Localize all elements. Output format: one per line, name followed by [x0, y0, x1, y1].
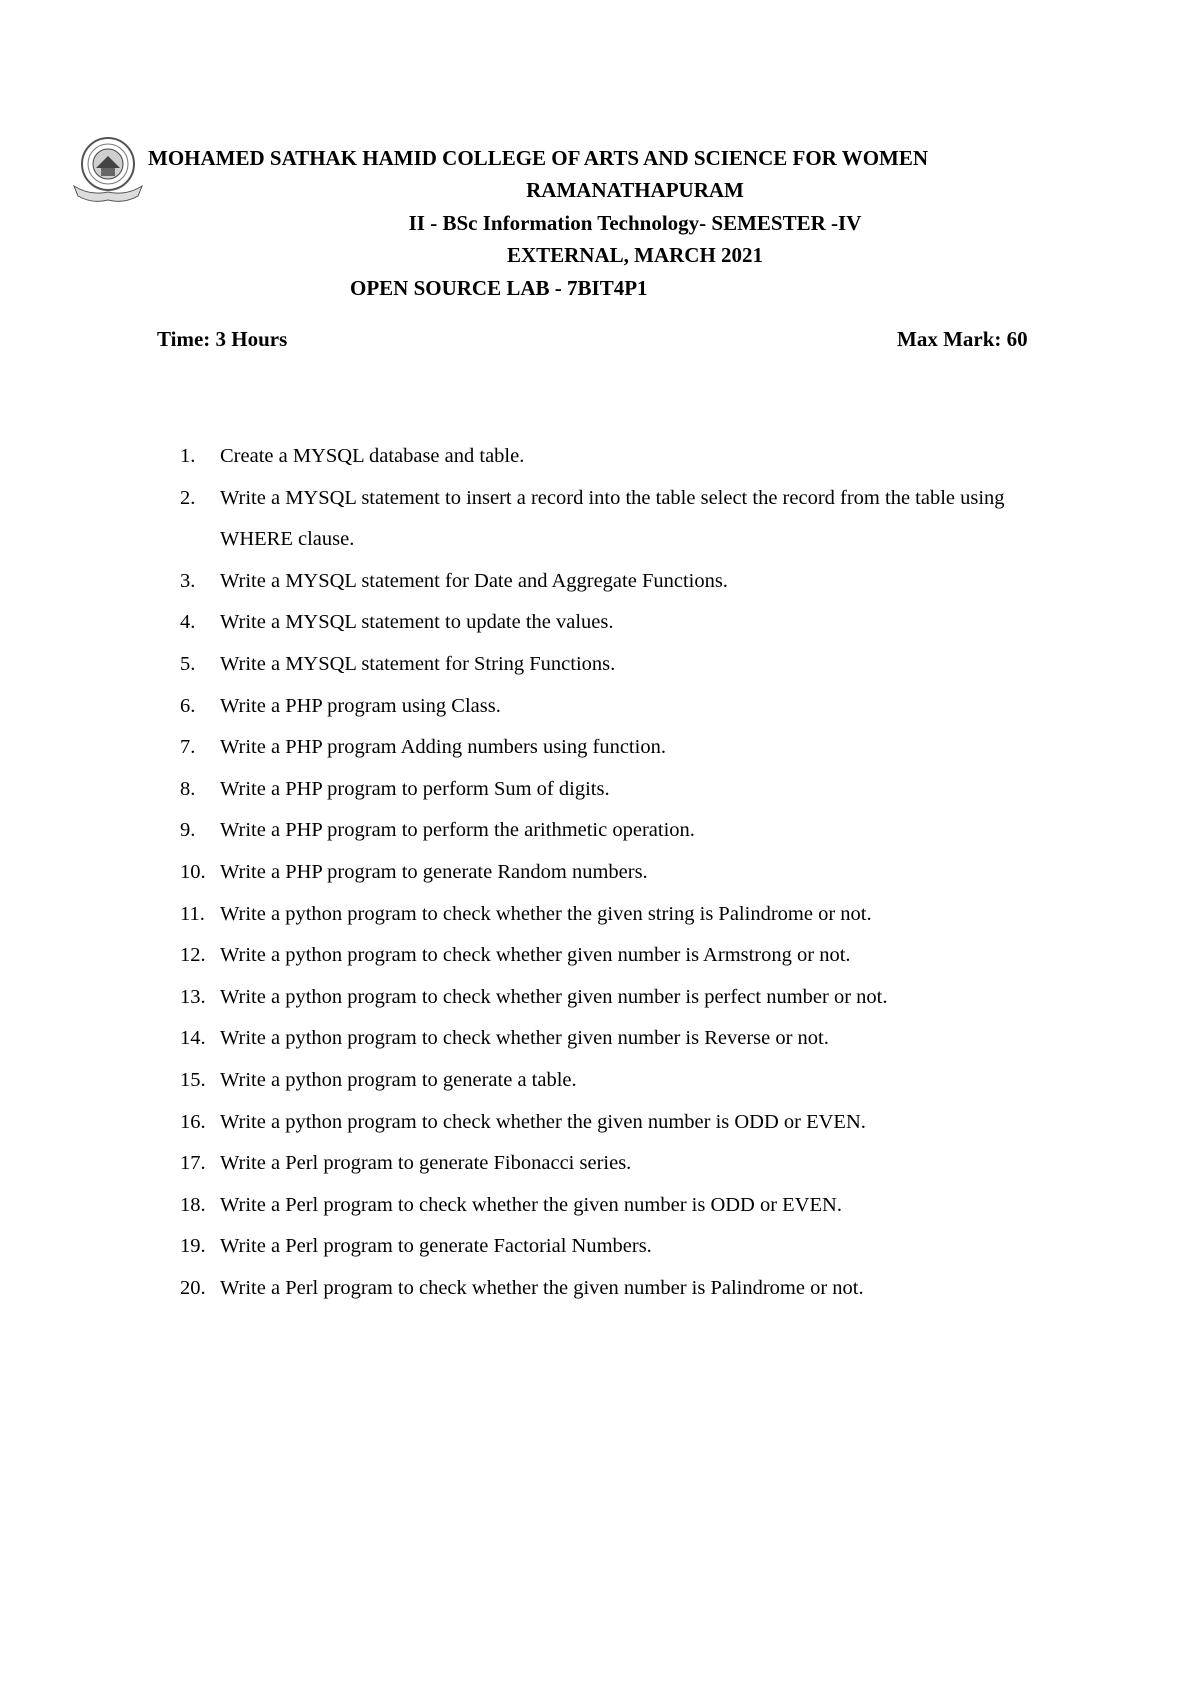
question-number: 3.	[180, 569, 196, 592]
question-number: 14.	[180, 1027, 206, 1050]
list-item	[180, 1226, 1080, 1268]
question-number: 17.	[180, 1152, 206, 1175]
exam-session: EXTERNAL, MARCH 2021	[506, 243, 764, 267]
question-text: Write a Perl program to check whether the given number is Palindrome or not.	[220, 1276, 864, 1299]
exam-time: Time: 3 Hours	[157, 327, 288, 351]
list-item	[180, 561, 1080, 603]
list-item	[180, 1185, 1080, 1227]
list-item	[180, 727, 1080, 769]
list-item	[180, 602, 1080, 644]
question-text: Write a MYSQL statement to insert a record into the table select the record from the table using WHERE clause.	[220, 486, 1005, 551]
question-text: Write a python program to check whether the given number is ODD or EVEN.	[220, 1110, 866, 1133]
list-item	[180, 1268, 1080, 1310]
question-number: 7.	[180, 736, 196, 759]
question-number: 1.	[180, 445, 196, 467]
question-text: Write a MYSQL statement for String Functions.	[220, 652, 616, 675]
question-text: Write a python program to generate a table.	[220, 1068, 577, 1091]
list-item	[180, 852, 1080, 894]
list-item	[180, 686, 1080, 728]
question-number: 6.	[180, 694, 196, 717]
question-number: 20.	[180, 1276, 206, 1299]
question-number: 12.	[180, 944, 206, 967]
max-mark: Max Mark: 60	[897, 327, 1028, 351]
list-item	[180, 478, 1080, 561]
question-text: Write a python program to check whether given number is perfect number or not.	[220, 985, 888, 1008]
question-text: Write a python program to check whether given number is Reverse or not.	[220, 1027, 829, 1050]
question-number: 16.	[180, 1110, 206, 1133]
college-city: RAMANATHAPURAM	[526, 178, 744, 202]
question-text: Write a Perl program to check whether the given number is ODD or EVEN.	[220, 1193, 842, 1216]
question-list	[180, 436, 1080, 1309]
question-number: 11.	[180, 902, 205, 925]
question-text: Write a PHP program to perform the arithmetic operation.	[220, 819, 695, 842]
question-text: Write a MYSQL statement to update the values.	[220, 611, 614, 634]
question-number: 13.	[180, 985, 206, 1008]
course-title: II - BSc Information Technology- SEMESTER -IV	[408, 211, 862, 235]
question-number: 8.	[180, 777, 196, 800]
list-item	[180, 1018, 1080, 1060]
question-number: 10.	[180, 860, 206, 883]
question-number: 18.	[180, 1193, 206, 1216]
list-item	[180, 1143, 1080, 1185]
question-number: 9.	[180, 819, 196, 842]
college-name: MOHAMED SATHAK HAMID COLLEGE OF ARTS AND SCIENCE FOR WOMEN	[148, 146, 929, 170]
question-text: Write a MYSQL statement for Date and Aggregate Functions.	[220, 569, 728, 592]
question-text: Write a Perl program to generate Fibonacci series.	[220, 1152, 632, 1175]
list-item	[180, 810, 1080, 852]
list-item	[180, 644, 1080, 686]
question-number: 2.	[180, 486, 196, 509]
question-text: Write a python program to check whether the given string is Palindrome or not.	[220, 902, 872, 925]
list-item	[180, 769, 1080, 811]
list-item	[180, 894, 1080, 936]
question-text: Write a PHP program using Class.	[220, 694, 501, 717]
list-item	[180, 935, 1080, 977]
question-number: 5.	[180, 652, 196, 675]
question-text: Write a PHP program to perform Sum of digits.	[220, 777, 610, 800]
question-text: Write a PHP program Adding numbers using function.	[220, 736, 666, 759]
list-item	[180, 977, 1080, 1019]
list-item	[180, 1060, 1080, 1102]
paper-title: OPEN SOURCE LAB - 7BIT4P1	[350, 276, 648, 300]
question-text: Write a python program to check whether given number is Armstrong or not.	[220, 944, 851, 967]
question-number: 15.	[180, 1068, 206, 1091]
question-number: 19.	[180, 1235, 206, 1258]
question-text: Write a PHP program to generate Random numbers.	[220, 860, 648, 883]
question-text: Create a MYSQL database and table.	[220, 445, 525, 467]
list-item	[180, 436, 1080, 478]
question-text: Write a Perl program to generate Factorial Numbers.	[220, 1235, 652, 1258]
question-number: 4.	[180, 611, 196, 634]
list-item	[180, 1102, 1080, 1144]
